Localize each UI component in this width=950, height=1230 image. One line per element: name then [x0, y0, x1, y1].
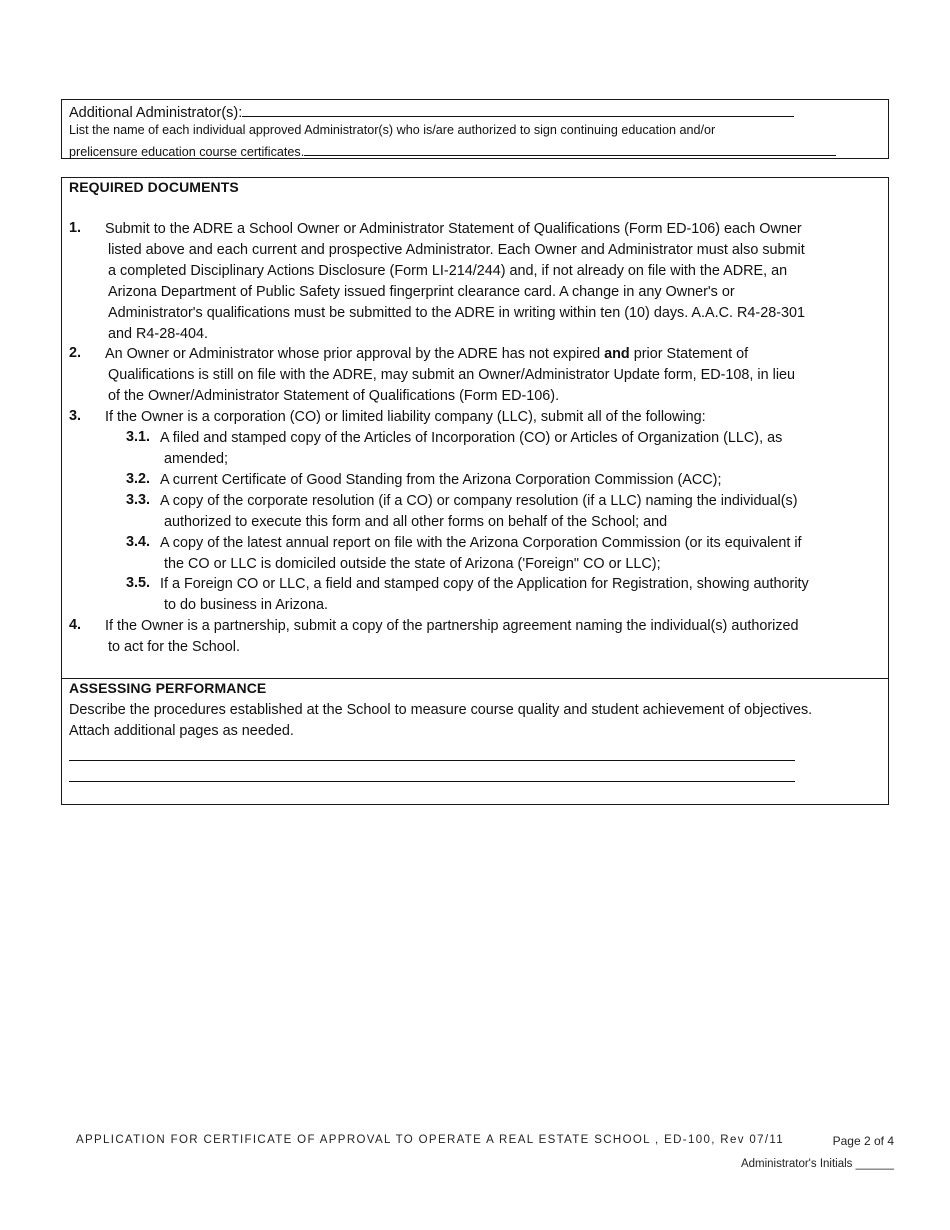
additional-administrator-section: [61, 99, 889, 159]
administrator-initials-field[interactable]: Administrator's Initials ______: [740, 1158, 894, 1170]
subitem-3-3-line-2: authorized to execute this form and all other forms on behalf of the School; and: [164, 514, 668, 530]
item-1-line-1: Submit to the ADRE a School Owner or Administrator Statement of Qualifications (Form ED-106) each Owner: [105, 221, 802, 237]
required-documents-title: REQUIRED DOCUMENTS: [69, 179, 239, 195]
item-2-emphasis: and: [604, 346, 630, 362]
item-2-line-1: [105, 344, 748, 365]
additional-administrator-row: [69, 102, 794, 121]
item-2-text-before: An Owner or Administrator whose prior approval by the ADRE has not expired: [105, 346, 605, 362]
item-3-line-1: If the Owner is a corporation (CO) or limited liability company (LLC), submit all of the following:: [105, 409, 706, 425]
item-1-line-2: listed above and each current and prospective Administrator. Each Owner and Administrator must also submit: [108, 242, 805, 258]
item-number: 2.: [69, 345, 82, 361]
subitem-3-2-line-1: A current Certificate of Good Standing from the Arizona Corporation Commission (ACC);: [160, 472, 722, 488]
administrator-instruction-row2: [69, 142, 836, 159]
subitem-3-1-line-1: A filed and stamped copy of the Articles of Incorporation (CO) or Articles of Organization (LLC), as: [160, 430, 783, 446]
subitem-3-4-line-1: A copy of the latest annual report on file with the Arizona Corporation Commission (or its equivalent if: [160, 535, 802, 551]
subitem-number: 3.3.: [126, 492, 151, 508]
subitem-number: 3.1.: [126, 429, 151, 445]
assessing-performance-answer-line-1[interactable]: [69, 760, 795, 761]
footer-form-title: APPLICATION FOR CERTIFICATE OF APPROVAL TO OPERATE A REAL ESTATE SCHOOL , ED-100, Rev 07/11: [76, 1134, 785, 1146]
subitem-3-5-line-1: If a Foreign CO or LLC, a field and stamped copy of the Application for Registration, showing authority: [160, 576, 809, 592]
assessing-performance-note: Attach additional pages as needed.: [69, 723, 294, 739]
item-4-line-2: to act for the School.: [108, 639, 240, 655]
additional-administrator-label: Additional Administrator(s):: [69, 105, 243, 121]
subitem-number: 3.4.: [126, 534, 151, 550]
subitem-3-4-line-2: the CO or LLC is domiciled outside the state of Arizona ('Foreign" CO or LLC);: [164, 556, 661, 572]
item-2-line-3: of the Owner/Administrator Statement of Qualifications (Form ED-106).: [108, 388, 560, 404]
assessing-performance-title: ASSESSING PERFORMANCE: [69, 680, 267, 696]
subitem-3-1-line-2: amended;: [164, 451, 229, 467]
item-4-line-1: If the Owner is a partnership, submit a copy of the partnership agreement naming the individual(s) authorized: [105, 618, 799, 634]
assessing-performance-description: Describe the procedures established at the School to measure course quality and student achievement of objectives.: [69, 702, 813, 718]
item-number: 4.: [69, 617, 82, 633]
certificate-signers-field[interactable]: [304, 142, 836, 156]
subitem-number: 3.5.: [126, 575, 151, 591]
item-1-line-5: Administrator's qualifications must be submitted to the ADRE in writing within ten (10) days. A.A.C. R4-28-301: [108, 305, 806, 321]
administrator-instruction-line1: List the name of each individual approved Administrator(s) who is/are authorized to sign continuing education and/or: [69, 123, 716, 137]
subitem-3-5-line-2: to do business in Arizona.: [164, 597, 328, 613]
item-1-line-3: a completed Disciplinary Actions Disclosure (Form LI-214/244) and, if not already on file with the ADRE, an: [108, 263, 788, 279]
footer-page-number: Page 2 of 4: [832, 1134, 894, 1148]
subitem-3-3-line-1: A copy of the corporate resolution (if a CO) or company resolution (if a LLC) naming the individual(s): [160, 493, 798, 509]
item-1-line-4: Arizona Department of Public Safety issued fingerprint clearance card. A change in any Owner's or: [108, 284, 735, 300]
additional-administrator-field[interactable]: [242, 102, 794, 117]
section-divider: [62, 678, 888, 679]
assessing-performance-answer-line-2[interactable]: [69, 781, 795, 782]
item-2-text-after: prior Statement of: [629, 346, 749, 362]
administrator-instruction-line2: prelicensure education course certificates.: [69, 145, 305, 159]
subitem-number: 3.2.: [126, 471, 151, 487]
item-number: 1.: [69, 220, 82, 236]
required-documents-section: [61, 177, 889, 805]
item-2-line-2: Qualifications is still on file with the ADRE, may submit an Owner/Administrator Update form, ED-108, in lieu: [108, 367, 796, 383]
item-1-line-6: and R4-28-404.: [108, 326, 209, 342]
item-number: 3.: [69, 408, 82, 424]
